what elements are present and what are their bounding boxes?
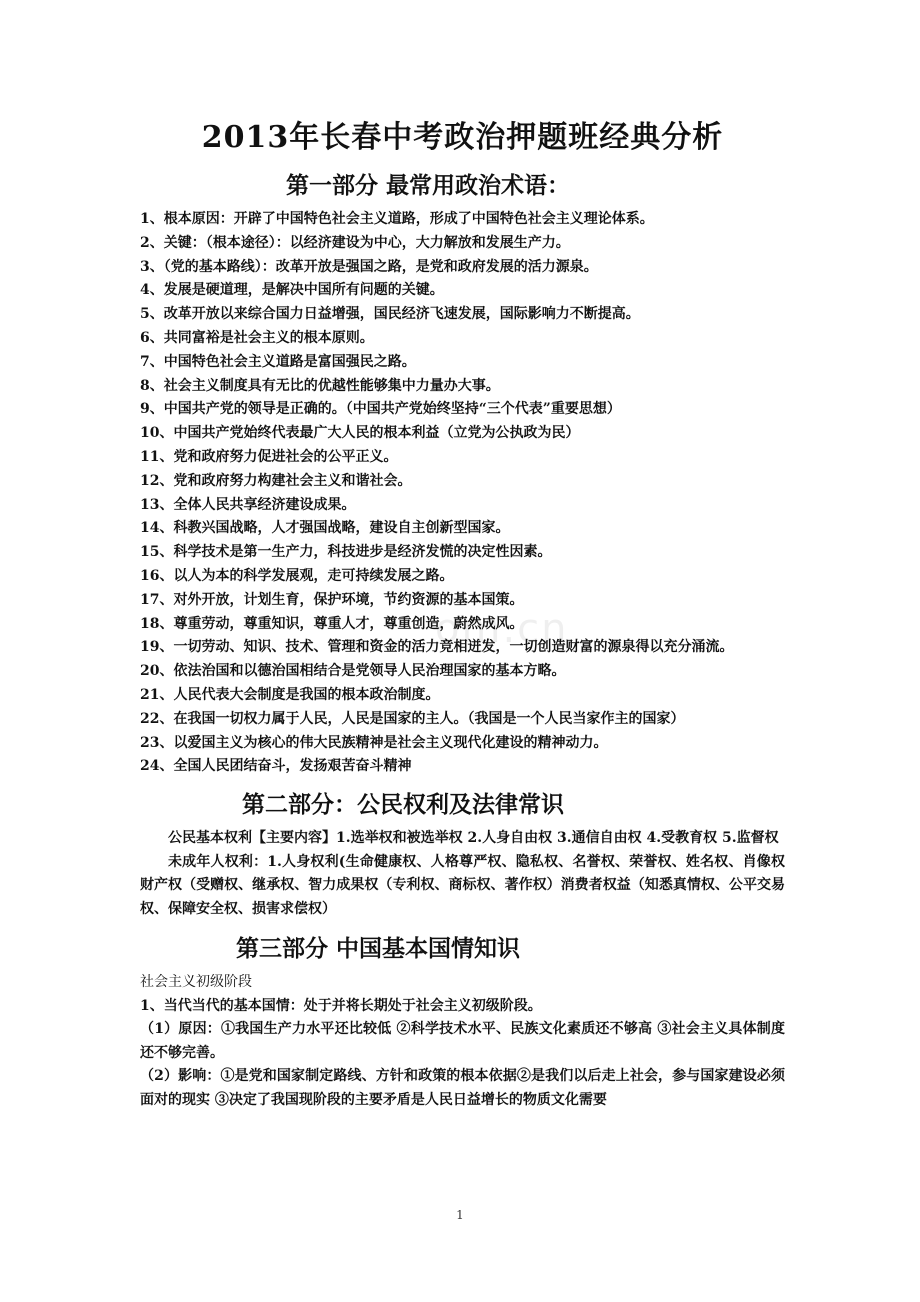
list-item: 23、以爱国主义为核心的伟大民族精神是社会主义现代化建设的精神动力。 — [140, 734, 608, 751]
section3-line-1: 1、当代当代的基本国情：处于并将长期处于社会主义初级阶段。 — [140, 997, 542, 1014]
list-item: 3、（党的基本路线）：改革开放是强国之路，是党和政府发展的活力源泉。 — [140, 258, 598, 275]
section3-subheading: 社会主义初级阶段 — [140, 974, 252, 991]
section1-list — [140, 208, 785, 779]
section2-paragraph-minors: 未成年人权利：1.人身权利(生命健康权、人格尊严权、隐私权、名誉权、荣誉权、姓名权、肖像权 财产权（受赠权、继承权、智力成果权（专利权、商标权、著作权）消费者权益（知悉真情权、公平交易权、保障安全权、损害求偿权） — [140, 853, 785, 917]
list-item: 1、根本原因：开辟了中国特色社会主义道路，形成了中国特色社会主义理论体系。 — [140, 211, 654, 227]
document-title: 2013年长春中考政治押题班经典分析 — [201, 120, 724, 155]
list-item: 15、科学技术是第一生产力，科技进步是经济发慌的决定性因素。 — [140, 544, 552, 561]
list-item: 13、全体人民共享经济建设成果。 — [140, 496, 356, 513]
list-item: 10、中国共产党始终代表最广大人民的根本利益（立党为公执政为民） — [140, 425, 580, 442]
list-item: 22、在我国一切权力属于人民，人民是国家的主人。（我国是一个人民当家作主的国家） — [140, 710, 685, 727]
list-item: 4、发展是硬道理，是解决中国所有问题的关键。 — [140, 282, 444, 299]
list-item: 21、人民代表大会制度是我国的根本政治制度。 — [140, 686, 440, 703]
section3-heading: 第三部分 中国基本国情知识 — [236, 935, 521, 963]
list-item: 20、依法治国和以德治国相结合是党领导人民治理国家的基本方略。 — [140, 663, 566, 680]
page-number: 1 — [456, 1208, 464, 1222]
section2-heading: 第二部分：公民权利及法律常识 — [242, 791, 564, 819]
list-item: 5、改革开放以来综合国力日益增强，国民经济飞速发展，国际影响力不断提高。 — [140, 306, 640, 323]
watermark: om.cn — [435, 606, 569, 652]
list-item: 19、一切劳动、知识、技术、管理和资金的活力竞相迸发，一切创造财富的源泉得以充分涌流。 — [140, 639, 734, 656]
list-item: 9、中国共产党的领导是正确的。（中国共产党始终坚持“三个代表”重要思想） — [140, 401, 621, 418]
list-item: 17、对外开放，计划生育，保护环境，节约资源的基本国策。 — [140, 591, 524, 608]
section3-line-2: （1）原因：①我国生产力水平还比较低 ②科学技术水平、民族文化素质还不够高 ③社会主义具体制度还不够完善。 — [140, 1021, 785, 1061]
list-item: 18、尊重劳动，尊重知识，尊重人才，尊重创造，蔚然成风。 — [140, 615, 524, 632]
section1-heading: 第一部分 最常用政治术语： — [286, 172, 571, 199]
section2-paragraph-rights: 公民基本权利【主要内容】1.选举权和被选举权 2.人身自由权 3.通信自由权 4.受教育权 5.监督权 — [168, 830, 779, 847]
list-item: 14、科教兴国战略，人才强国战略，建设自主创新型国家。 — [140, 520, 510, 537]
list-item: 11、党和政府努力促进社会的公平正义。 — [140, 448, 398, 465]
list-item: 12、党和政府努力构建社会主义和谐社会。 — [140, 472, 412, 489]
list-item: 8、社会主义制度具有无比的优越性能够集中力量办大事。 — [140, 377, 500, 394]
list-item: 2、关键：（根本途径）：以经济建设为中心，大力解放和发展生产力。 — [140, 234, 570, 251]
list-item: 6、共同富裕是社会主义的根本原则。 — [140, 329, 374, 346]
list-item: 16、以人为本的科学发展观，走可持续发展之路。 — [140, 567, 454, 584]
list-item: 24、全国人民团结奋斗，发扬艰苦奋斗精神 — [140, 758, 412, 775]
section3-line-3: （2）影响：①是党和国家制定路线、方针和政策的根本依据②是我们以后走上社会，参与国家建设必须面对的现实 ③决定了我国现阶段的主要矛盾是人民日益增长的物质文化需要 — [140, 1068, 785, 1108]
list-item: 7、中国特色社会主义道路是富国强民之路。 — [140, 353, 416, 370]
